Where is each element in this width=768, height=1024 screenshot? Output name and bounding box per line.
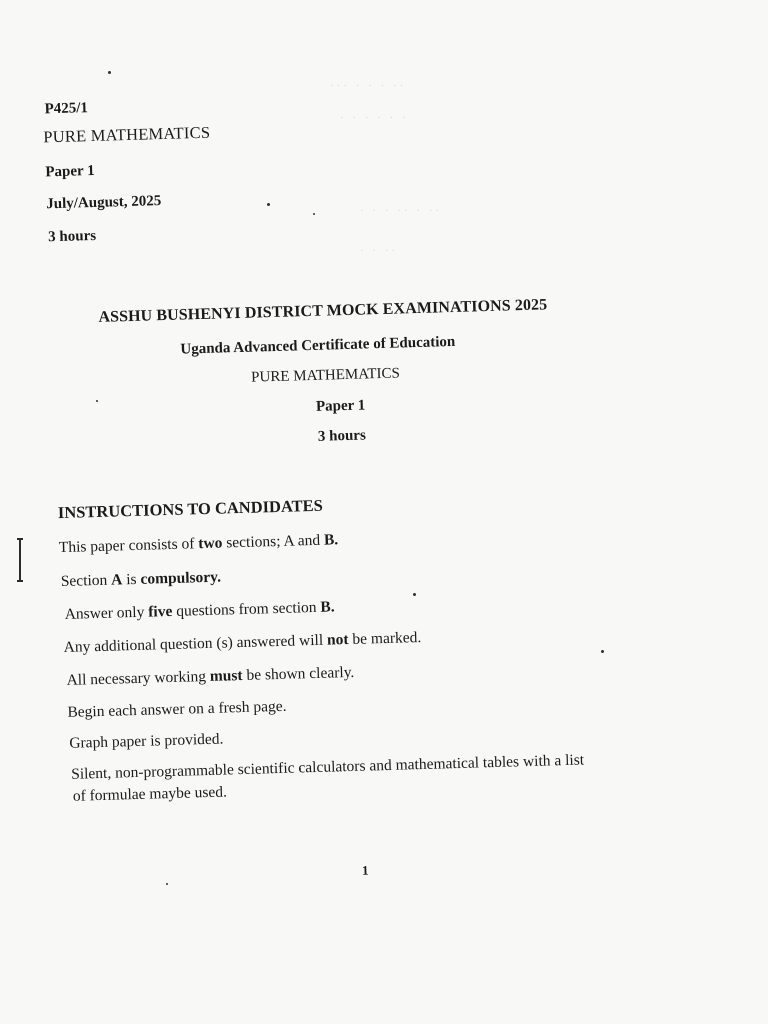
instruction-emphasis: B. bbox=[323, 531, 339, 549]
instruction-text: Any additional question (s) answered will bbox=[63, 631, 328, 656]
header-duration: 3 hours bbox=[47, 227, 97, 246]
title-subject: PURE MATHEMATICS bbox=[250, 365, 401, 386]
instruction-text: be marked. bbox=[348, 629, 422, 649]
instruction-text: questions from section bbox=[172, 598, 321, 620]
instruction-additional bbox=[63, 629, 421, 657]
instruction-emphasis: A bbox=[110, 571, 123, 589]
instruction-working bbox=[66, 664, 354, 690]
instruction-answer-five bbox=[64, 598, 334, 624]
title-paper: Paper 1 bbox=[315, 397, 366, 415]
instruction-sections bbox=[59, 531, 339, 557]
header-session: July/August, 2025 bbox=[46, 193, 162, 213]
exam-title: ASSHU BUSHENYI DISTRICT MOCK EXAMINATIONS 2025 bbox=[98, 296, 548, 326]
instruction-text: All necessary working bbox=[66, 667, 211, 689]
instruction-calculators: Silent, non-programmable scientific calculators and mathematical tables with a list bbox=[70, 751, 585, 783]
instruction-text: Section bbox=[60, 571, 112, 591]
bleed-through-text: · · · ·· · ·· bbox=[360, 205, 443, 217]
header-paper: Paper 1 bbox=[45, 162, 95, 181]
title-duration: 3 hours bbox=[317, 427, 367, 445]
bleed-through-text: ··· · · · ·· bbox=[330, 80, 407, 92]
bleed-through-text: · · ·· bbox=[360, 245, 399, 257]
page-number: 1 bbox=[361, 862, 369, 878]
instruction-text: be shown clearly. bbox=[242, 663, 355, 685]
instruction-text: sections; A and bbox=[222, 531, 325, 552]
bleed-through-text: · · · · · · bbox=[340, 112, 409, 124]
instruction-fresh-page: Begin each answer on a fresh page. bbox=[67, 697, 287, 721]
instruction-graph-paper: Graph paper is provided. bbox=[69, 730, 224, 752]
instruction-emphasis: not bbox=[326, 631, 349, 649]
instruction-emphasis: five bbox=[147, 602, 173, 621]
header-subject: PURE MATHEMATICS bbox=[43, 122, 211, 147]
instruction-calculators-cont: of formulae maybe used. bbox=[72, 783, 228, 805]
instruction-text: This paper consists of bbox=[58, 535, 199, 557]
instruction-emphasis: compulsory. bbox=[140, 568, 222, 588]
instruction-text: is bbox=[122, 570, 141, 589]
instruction-emphasis: B. bbox=[320, 598, 335, 616]
instruction-text: Answer only bbox=[64, 603, 149, 623]
certificate-name: Uganda Advanced Certificate of Education bbox=[180, 333, 456, 358]
instruction-emphasis: must bbox=[209, 667, 243, 685]
instruction-emphasis: two bbox=[198, 534, 223, 553]
instruction-compulsory bbox=[61, 569, 222, 591]
paper-code: P425/1 bbox=[44, 100, 89, 118]
instructions-heading: INSTRUCTIONS TO CANDIDATES bbox=[57, 495, 324, 523]
